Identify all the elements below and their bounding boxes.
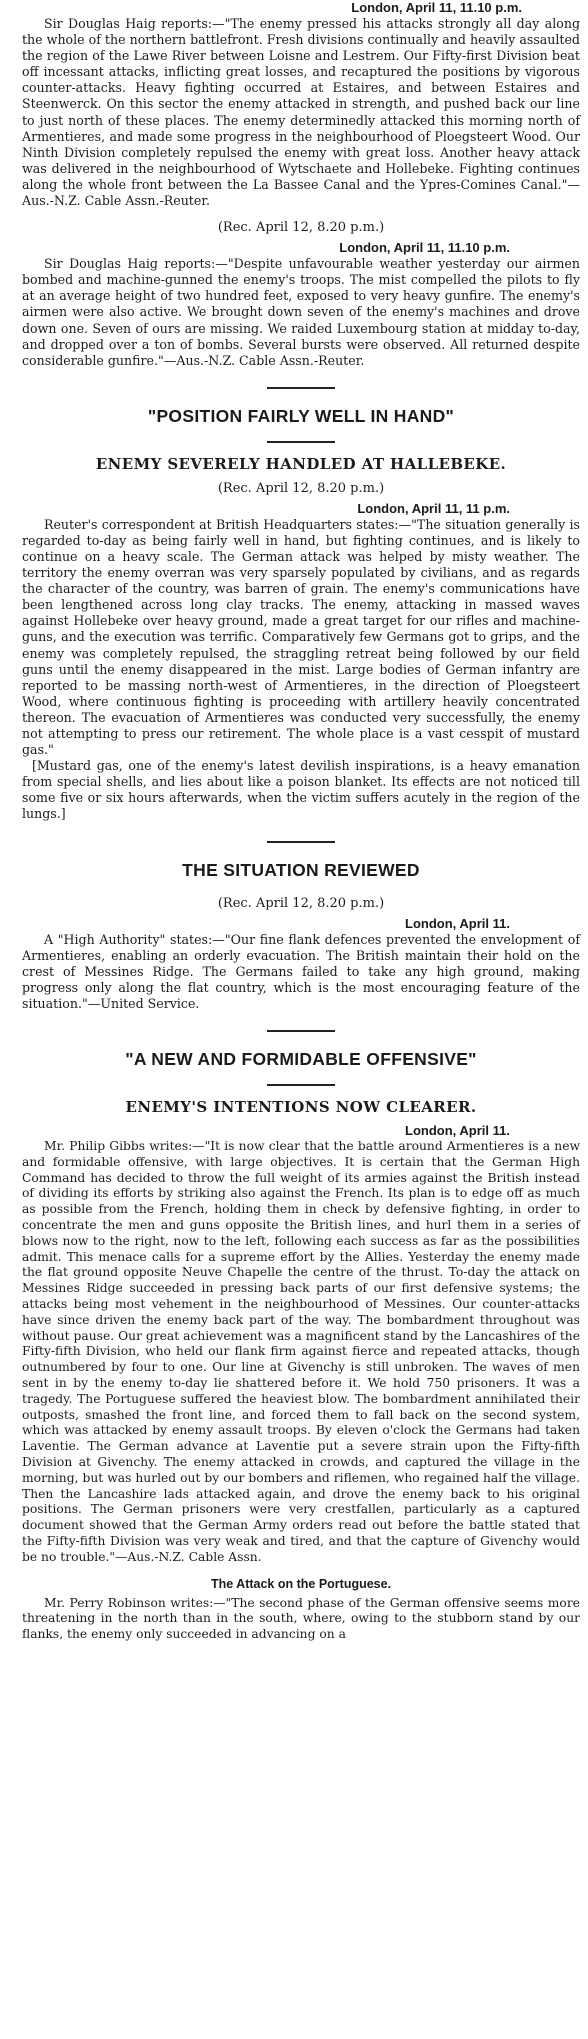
headline: "POSITION FAIRLY WELL IN HAND" (147, 405, 455, 426)
dateline: London, April 11, 11.10 p.m. (351, 0, 522, 15)
article-paragraph: Mr. Philip Gibbs writes:—"It is now clear that the battle around Armentieres is a new and formidable offensive, with large objectives. It is certain that the German High Command has decided to throw the full weight of its armies against the British instead of dividing its efforts by striking also against the French. Its plan is to edge off as much as possible from the French, holding them in check by defensive fighting, in order to concentrate the men and guns opposite the British lines, and hurl them in a series of blows now to the right, now to the left, following each success as far as the possibilities admit. This menace calls for a supreme effort by the Allies. Yesterday the enemy made the flat ground opposite Neuve Chapelle the centre of the thrust. To-day the attack on Messines Ridge succeeded in pressing back parts of our first defensive systems; the attacks being most vehement in the neighbourhood of Messines. Our counter-attacks have since driven the enemy back part of the way. The bombardment throughout was without pause. Our great achievement was a magnificent stand by the Lancashires of the Fifty-fifth Division, who held our flank firm against fierce and repeated attacks, though outnumbered by four to one. Our line at Givenchy is still unbroken. The waves of men sent in by the enemy to-day lie shattered before it. We hold 750 prisoners. It was a tragedy. The Portuguese suffered the heaviest blow. The bombardment annihilated their outposts, smashed the front line, and forced them to fall back on the second system, which was attacked by enemy assault troops. By eleven o'clock the Germans had taken Laventie. The German advance at Laventie put a severe strain upon the Fifty-fifth Division at Givenchy. The enemy attacked in crowds, and captured the village in the morning, but was hurled out by our bombers and riflemen, who regained half the village. Then the Lancashire lads attacked again, and drove the enemy back to his original positions. The German prisoners were very crestfallen, particularly as a captured document showed that the German Army orders read out before the battle stated that the Fifty-fifth Division was very weak and tired, and that the capture of Givenchy would be no trouble."—Aus.-N.Z. Cable Assn. (22, 1139, 580, 1564)
headline: "A NEW AND FORMIDABLE OFFENSIVE" (125, 1049, 477, 1070)
article-paragraph: Mr. Perry Robinson writes:—"The second phase of the German offensive seems more threatening in the north than in the south, where, owing to the stubborn stand by our flanks, the enemy only succeeded in advancing on a (22, 1595, 580, 1642)
editor-note: [Mustard gas, one of the enemy's latest devilish inspirations, is a heavy emanation from special shells, and lies about like a poison blanket. Its effects are not noticed till some five or six hours afterwards, when the victim suffers acutely in the region of the lungs.] (22, 758, 580, 822)
dateline: London, April 11. (405, 915, 510, 931)
subheadline: ENEMY'S INTENTIONS NOW CLEARER. (125, 1098, 477, 1117)
received-line: (Rec. April 12, 8.20 p.m.) (217, 895, 385, 911)
received-line: (Rec. April 12, 8.20 p.m.) (217, 220, 385, 236)
received-line: (Rec. April 12, 8.20 p.m.) (217, 480, 385, 496)
column-rule (267, 841, 335, 843)
dateline: London, April 11, 11 p.m. (357, 500, 510, 516)
section-heading: The Attack on the Portuguese. (210, 1576, 392, 1591)
column-rule (267, 387, 335, 389)
article-paragraph: Sir Douglas Haig reports:—"Despite unfavourable weather yesterday our airmen bombed and machine-gunned the enemy's troops. The mist compelled the pilots to fly at an average height of two hundred feet, exposed to very heavy gunfire. The enemy's airmen were also active. We brought down seven of the enemy's machines and drove down one. Seven of ours are missing. We raided Luxembourg station at midday to-day, and dropped over a ton of bombs. Several bursts were observed. All returned despite considerable gunfire."—Aus.-N.Z. Cable Assn.-Reuter. (22, 256, 580, 368)
article-paragraph: Reuter's correspondent at British Headquarters states:—"The situation generally is regarded to-day as being fairly well in hand, but fighting continues, and is likely to continue on a heavy scale. The German attack was helped by misty weather. The territory the enemy overran was very sparsely populated by civilians, and as regards the character of the country, was barren of grain. The enemy's communications have been lengthened across long clay tracks. The enemy, attacking in massed waves against Hollebeke over heavy ground, made a great target for our rifles and machine-guns, and the execution was terrific. Comparatively few Germans got to grips, and the enemy was completely repulsed, the straggling retreat being followed by our field guns until the enemy disappeared in the mist. Large bodies of German infantry are reported to be massing north-west of Armentieres, in the direction of Ploegsteert Wood, where continuous fighting is proceeding with artillery heavily concentrated thereon. The evacuation of Armentieres was conducted very successfully, the enemy not attempting to press our retirement. The whole place is a vast cesspit of mustard gas." (22, 516, 580, 758)
article-paragraph: A "High Authority" states:—"Our fine flank defences prevented the envelopment of Armentieres, enabling an orderly evacuation. The British maintain their hold on the crest of Messines Ridge. The Germans failed to take any high ground, making progress only along the flat country, which is the most encouraging feature of the situation."—United Service. (22, 931, 580, 1011)
article-paragraph: Sir Douglas Haig reports:—"The enemy pressed his attacks strongly all day along the whole of the northern battlefront. Fresh divisions continually and heavily assaulted the region of the Lawe River between Loisne and Lestrem. Our Fifty-first Division beat off incessant attacks, inflicting great losses, and recaptured the positions by vigorous counter-attacks. Heavy fighting occurred at Estaires, and between Estaires and Steenwerck. On this sector the enemy attacked in strength, and pushed back our line to just north of these places. The enemy determinedly attacked this morning north of Armentieres, and made some progress in the neighbourhood of Ploegsteert Wood. Our Ninth Division completely repulsed the enemy with great loss. Another heavy attack was delivered in the neighbourhood of Wytschaete and Hollebeke. Fighting continues along the whole front between the La Bassee Canal and the Ypres-Comines Canal."—Aus.-N.Z. Cable Assn.-Reuter. (22, 16, 580, 209)
column-rule (267, 441, 335, 443)
subheadline: ENEMY SEVERELY HANDLED AT HALLEBEKE. (95, 454, 507, 473)
dateline: London, April 11. (405, 1123, 510, 1139)
column-rule (267, 1030, 335, 1032)
column-rule (267, 1084, 335, 1086)
dateline: London, April 11, 11.10 p.m. (339, 240, 510, 256)
headline: THE SITUATION REVIEWED (182, 859, 420, 880)
